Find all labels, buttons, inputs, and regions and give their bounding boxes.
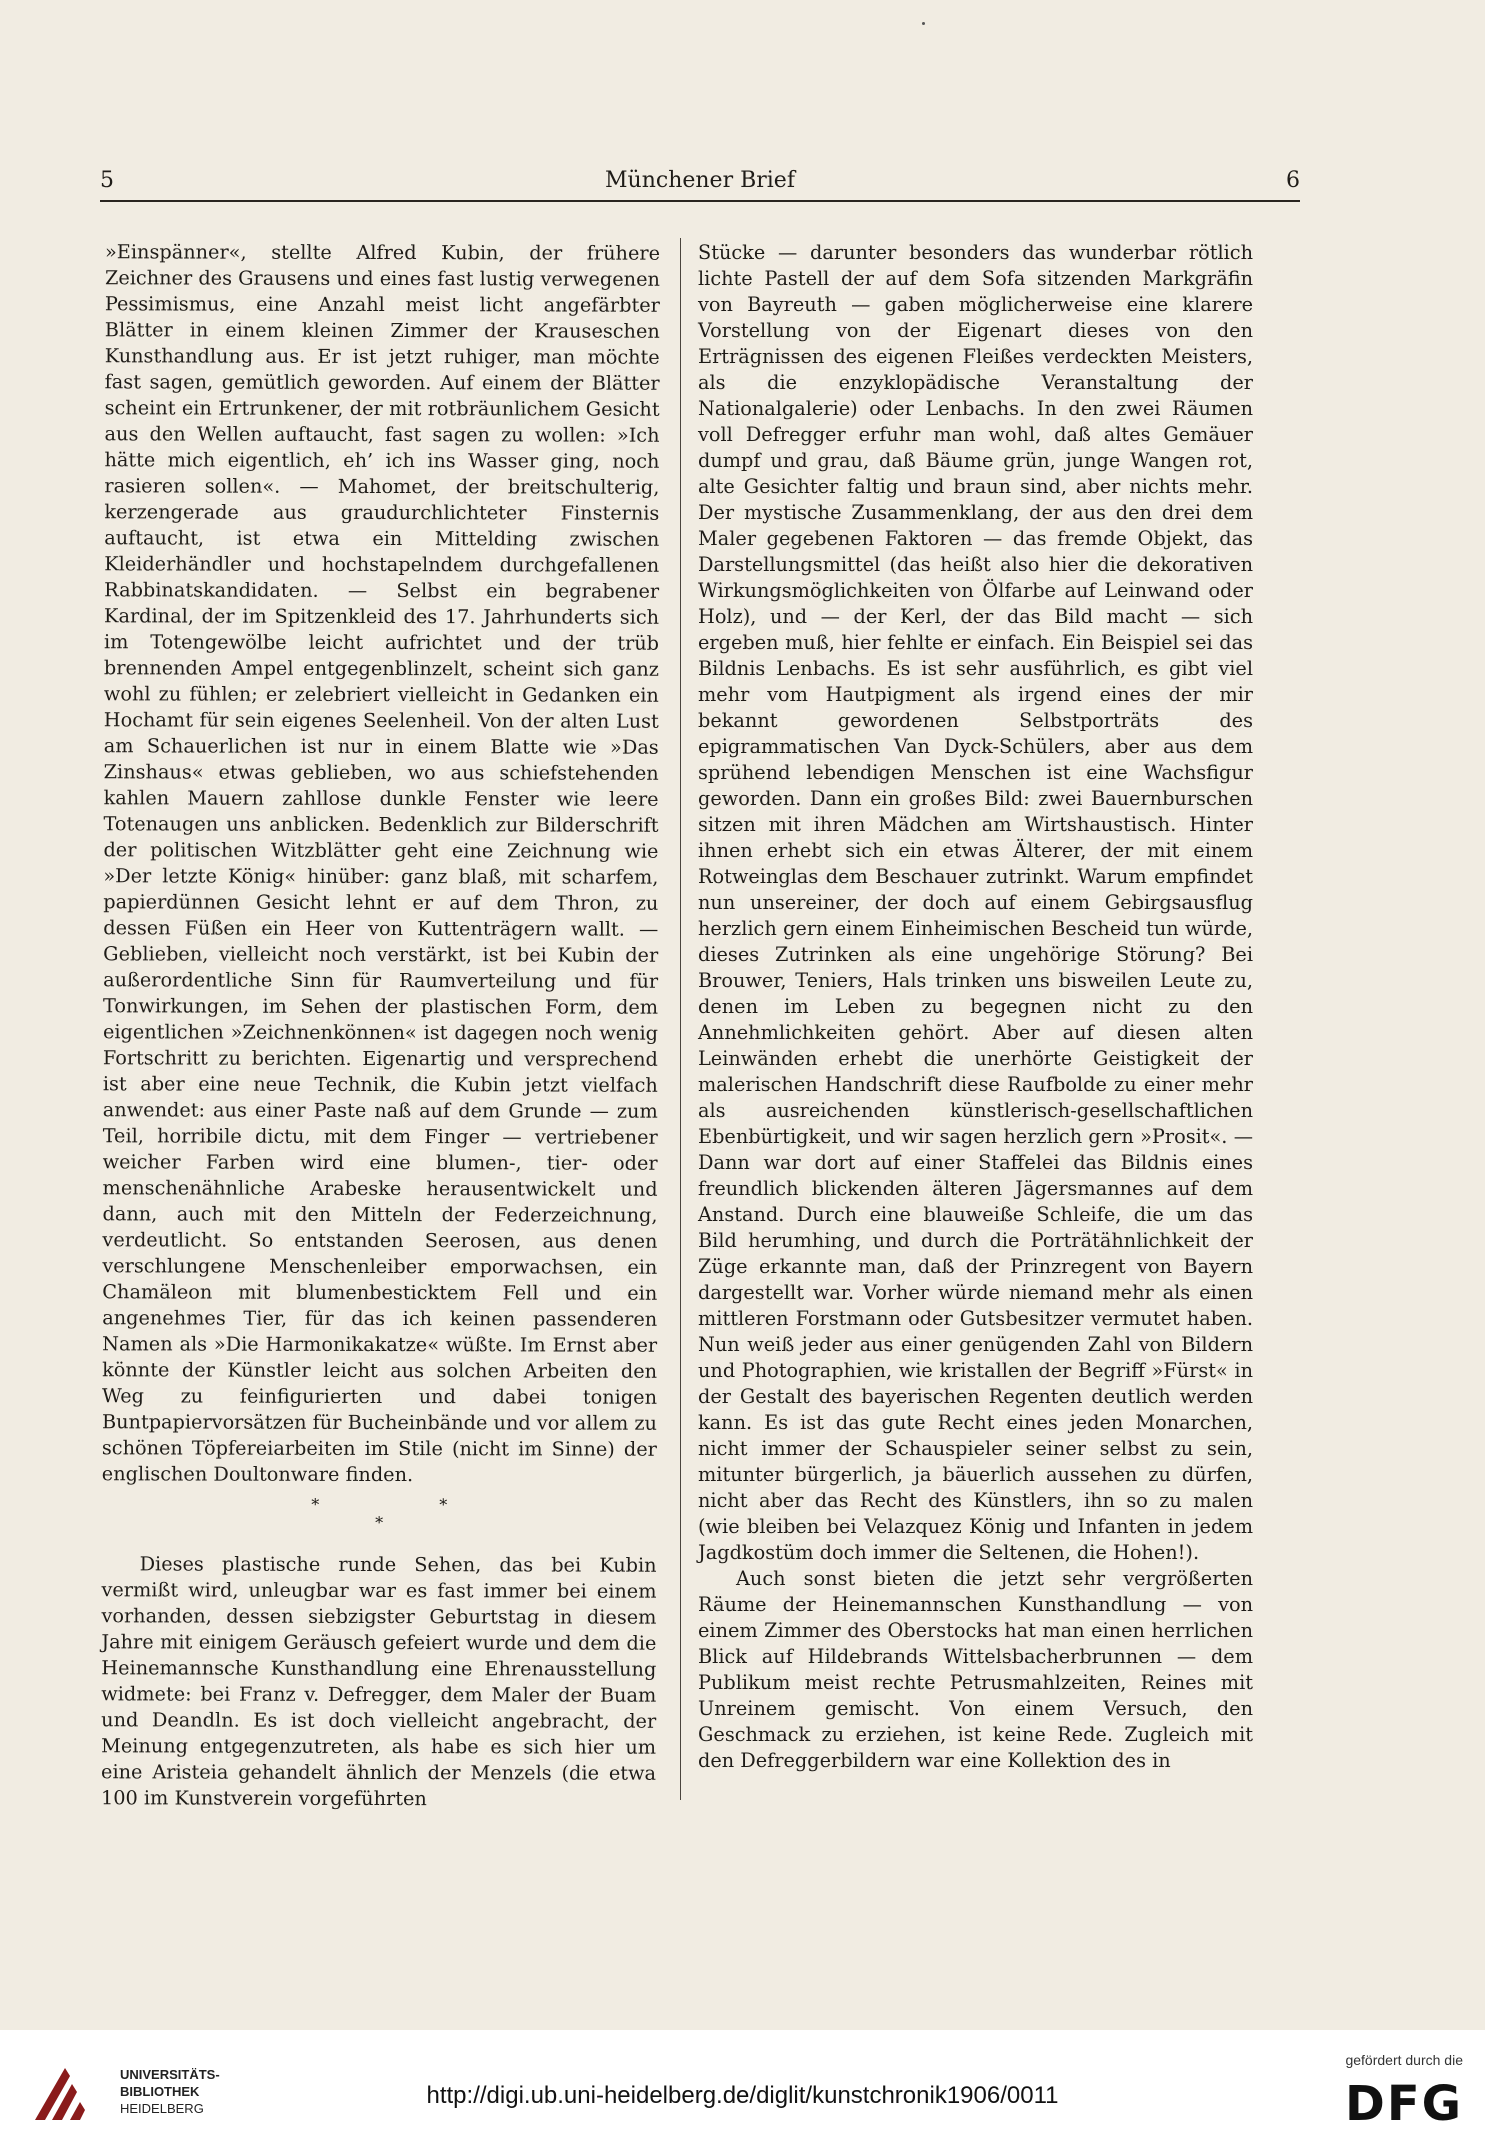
right-column: [698, 240, 1253, 1774]
speck: [922, 22, 925, 25]
column-rule: [680, 238, 681, 1800]
running-title: Münchener Brief: [605, 168, 795, 193]
library-name-line2: BIBLIOTHEK: [120, 2084, 200, 2099]
digitization-footer: [0, 2030, 1485, 2142]
library-name-line3: HEIDELBERG: [120, 2101, 204, 2116]
paragraph-heinemann: Auch sonst bieten die jetzt sehr vergrößerten Räume der Heinemannschen Kunsthandlung — von einem Zimmer des Oberstocks hat man einen herrlichen Blick auf Hildebrands Wittelsbacherbrunnen — dem Publikum meist rechte Petrusmahlzeiten, Reines mit Unreinem gemischt. Von einem Versuch, den Geschmack zu erziehen, ist keine Rede. Zugleich mit den Defreggerbildern war eine Kollektion des in: [698, 1567, 1253, 1772]
running-header: [100, 160, 1300, 200]
asterisk-right: *: [439, 1495, 568, 1515]
funding-label: gefördert durch die: [1345, 2052, 1463, 2068]
paragraph-defregger: Dieses plastische runde Sehen, das bei Kubin vermißt wird, unleugbar war es fast immer bei einem vorhanden, dessen siebzigster Geburtstag in diesem Jahre mit einigem Geräusch gefeiert wurde und dem die Heinemannsche Kunsthandlung eine Ehrenausstellung widmete: bei Franz v. Defregger, dem Maler der Buam und Deandln. Es ist doch vielleicht angebracht, der Meinung entgegenzutreten, als habe es sich hier um eine Aristeia gehandelt ähnlich der Menzels (die etwa 100 im Kunstverein vorgeführten: [100, 1552, 657, 1811]
asterisk-bottom: *: [375, 1512, 384, 1533]
library-name-line1: UNIVERSITÄTS-: [120, 2067, 220, 2082]
page-number-left: 5: [100, 168, 114, 193]
dfg-logo: DFG: [1344, 2076, 1463, 2132]
page-number-right: 6: [1286, 168, 1300, 193]
left-column: [101, 239, 660, 1812]
asterisk-left: *: [311, 1494, 440, 1515]
permalink-url[interactable]: http://digi.ub.uni-heidelberg.de/diglit/kunstchronik1906/0011: [426, 2082, 1059, 2109]
section-asterism: [102, 1495, 657, 1532]
header-rule: [100, 200, 1300, 202]
paragraph-defregger-cont: Stücke — darunter besonders das wunderbar rötlich lichte Pastell der auf dem Sofa sitzenden Markgräfin von Bayreuth — gaben möglicherweise eine klarere Vorstellung von der Eigenart dieses von den Erträgnissen des eigenen Fleißes verdeckten Meisters, als die enzyklopädische Veranstaltung der Nationalgalerie) oder Lenbachs. In den zwei Räumen voll Defregger erfuhr man wohl, daß altes Gemäuer dumpf und grau, daß Bäume grün, junge Wangen rot, alte Gesichter faltig und braun sind, aber nichts mehr. Der mystische Zusammenklang, der aus den drei dem Maler gegebenen Faktoren — das fremde Objekt, das Darstellungsmittel (das heißt also hier die dekorativen Wirkungsmöglichkeiten von Ölfarbe auf Leinwand oder Holz), und — der Kerl, der das Bild macht — sich ergeben muß, hier fehlte er einfach. Ein Beispiel sei das Bildnis Lenbachs. Es ist sehr ausführlich, es gibt viel mehr vom Hautpigment als irgend eines der mir bekannt gewordenen Selbstporträts des epigrammatischen Van Dyck-Schülers, aber aus dem sprühend lebendigen Menschen ist eine Wachsfigur geworden. Dann ein großes Bild: zwei Bauernburschen sitzen mit ihren Mädchen am Wirtshaustisch. Hinter ihnen erhebt sich ein etwas Älterer, der mit einem Rotweinglas dem Beschauer zutrinkt. Warum empfindet nun unsereiner, der doch auf einem Gebirgsausflug herzlich gern einem Einheimischen Bescheid tun würde, dieses Zutrinken als eine ungehörige Störung? Bei Brouwer, Teniers, Hals trinken uns bisweilen Leute zu, denen im Leben zu begegnen nicht zu den Annehmlichkeiten gehört. Aber auf diesen alten Leinwänden erhebt die unerhörte Geistigkeit der malerischen Handschrift diese Raufbolde zu einer mehr als ausreichenden künstlerisch-gesellschaftlichen Ebenbürtigkeit, und wir sagen herzlich gern »Prosit«. — Dann war dort auf einer Staffelei das Bildnis eines freundlich blickenden älteren Jägersmannes auf dem Anstand. Durch eine blauweiße Schleife, die um das Bild herumhing, und durch die Porträtähnlichkeit der Züge erkannte man, daß der Prinzregent von Bayern dargestellt war. Vorher würde niemand mehr als einen mittleren Forstmann oder Gutsbesitzer vermutet haben. Nun weiß jeder aus einer genügenden Zahl von Bildern und Photographien, wie kristallen der Begriff »Fürst« in der Gestalt des bayerischen Regenten deutlich werden kann. Es ist das gute Recht eines jeden Monarchen, nicht immer der Schauspieler seiner selbst zu sein, mitunter bürgerlich, ja bäuerlich aussehen zu dürfen, nicht aber das Recht des Künstlers, ihn so zu malen (wie bleiben bei Velazquez König und Infanten in jedem Jagdkostüm doch immer die Seltenen, die Hohen!).: [698, 241, 1253, 1564]
paragraph-kubin: »Einspänner«, stellte Alfred Kubin, der frühere Zeichner des Grausens und eines fast lustig verwegenen Pessimismus, eine Anzahl meist licht angefärbter Blätter in einem kleinen Zimmer der Krauseschen Kunsthandlung aus. Er ist jetzt ruhiger, man möchte fast sagen, gemütlich geworden. Auf einem der Blätter scheint ein Ertrunkener, der mit rotbräunlichem Gesicht aus den Wellen auftaucht, fast sagen zu wollen: »Ich hätte mich eigentlich, eh’ ich ins Wasser ging, noch rasieren sollen«. — Mahomet, der breitschulterig, kerzengerade aus graudurchlichteter Finsternis auftaucht, ist etwa ein Mittelding zwischen Kleiderhändler und hochstapelndem durchgefallenen Rabbinatskandidaten. — Selbst ein begrabener Kardinal, der im Spitzenkleid des 17. Jahrhunderts sich im Totengewölbe leicht aufrichtet und der trüb brennenden Ampel entgegenblinzelt, scheint sich ganz wohl zu fühlen; er zelebriert vielleicht in Gedanken ein Hochamt für sein eigenes Seelenheil. Von der alten Lust am Schauerlichen ist nur in einem Blatte wie »Das Zinshaus« etwas geblieben, wo aus schiefstehenden kahlen Mauern zahllose dunkle Fenster wie leere Totenaugen uns anblicken. Bedenklich zur Bilderschrift der politischen Witzblätter geht eine Zeichnung wie »Der letzte König« hinüber: ganz blaß, mit scharfem, papierdünnen Gesicht lehnt er auf dem Thron, zu dessen Füßen ein Heer von Kuttenträgern wallt. — Geblieben, vielleicht noch verstärkt, ist bei Kubin der außerordentliche Sinn für Raumverteilung und für Tonwirkungen, im Sehen der plastischen Form, dem eigentlichen »Zeichnenkönnen« ist dagegen noch wenig Fortschritt zu berichten. Eigenartig und versprechend ist aber eine neue Technik, die Kubin jetzt vielfach anwendet: aus einer Paste naß auf dem Grunde — zum Teil, horribile dictu, mit dem Finger — vertriebener weicher Farben wird eine blumen-, tier- oder menschenähnliche Arabeske herausentwickelt und dann, auch mit den Mitteln der Federzeichnung, verdeutlicht. So entstanden Seerosen, aus denen verschlungene Menschenleiber emporwachsen, ein Chamäleon mit blumenbesticktem Fell und ein angenehmes Tier, für das ich keinen passenderen Namen als »Die Harmonikakatze« wüßte. Im Ernst aber könnte der Künstler leicht aus solchen Arbeiten den Weg zu feinfigurierten und dabei tonigen Buntpapiervorsätzen für Bucheinbände und vor allem zu schönen Töpfereiarbeiten im Stile (nicht im Sinne) der englischen Doultonware finden.: [101, 240, 661, 1487]
